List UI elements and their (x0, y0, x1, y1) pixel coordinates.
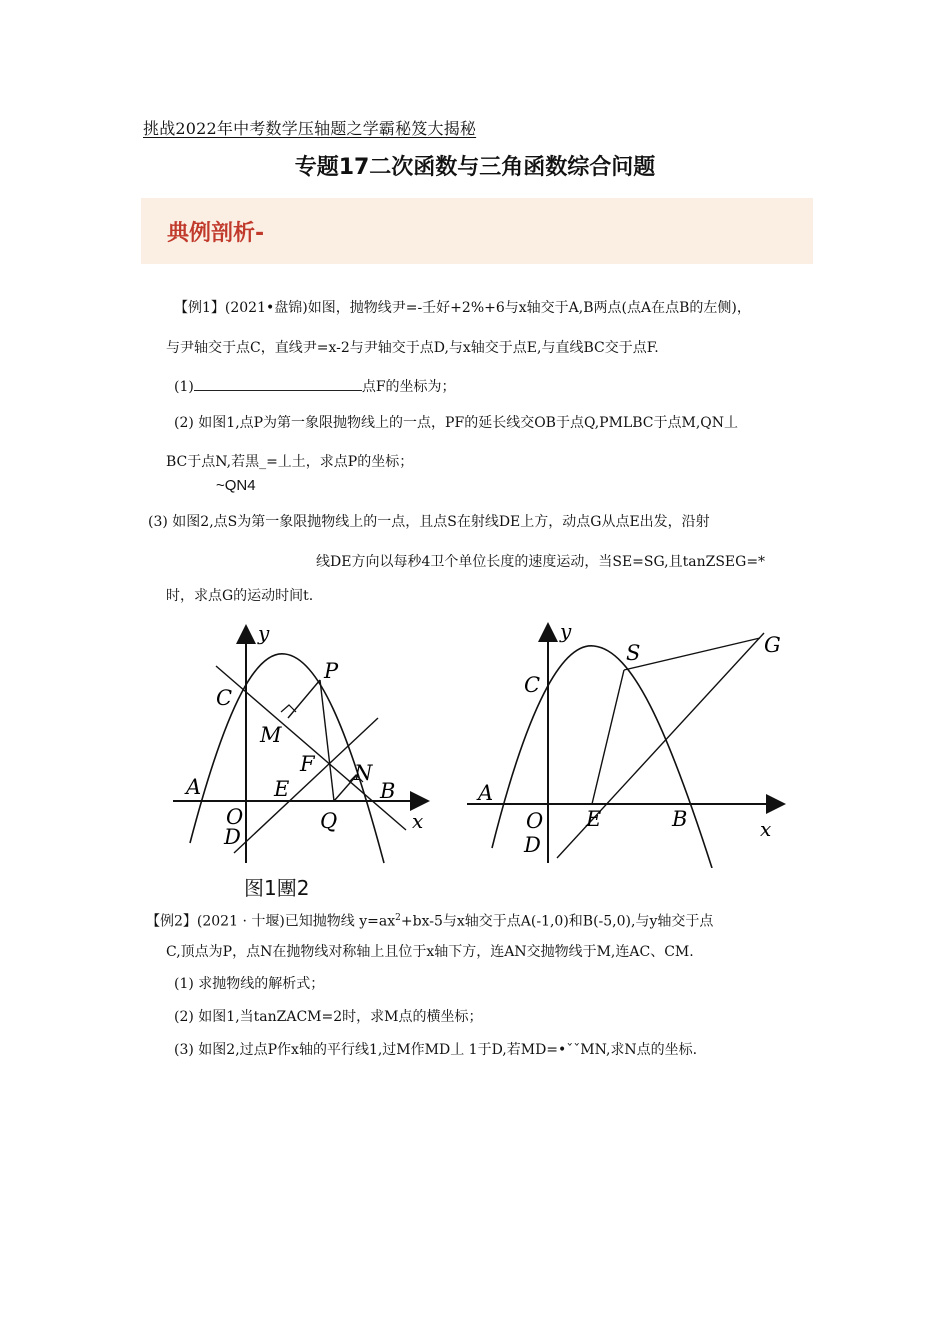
example1-q3-line1: (3) 如图2,点S为第一象限抛物线上的一点，且点S在射线DE上方，动点G从点E出发，沿射 (148, 514, 710, 530)
segment-pm (288, 680, 320, 718)
example1-q3-line2: 线DE方向以每秒4卫个单位长度的速度运动，当SE=SG,且tanZSEG=* (316, 554, 766, 570)
label-q: Q (320, 809, 338, 833)
page-header: 挑战2022年中考数学压轴题之学霸秘笈大揭秘 (143, 119, 477, 138)
page-title: 专题17二次函数与三角函数综合问题 (294, 155, 656, 180)
example2-superscript: 2 (395, 913, 401, 923)
figure-1-diagram (168, 618, 438, 868)
example2-line1-b: +bx-5与x轴交于点A(-1,0)和B(-5,0),与y轴交于点 (400, 913, 714, 930)
figure-2-diagram (462, 618, 792, 868)
figure-caption: 图1團2 (244, 876, 310, 900)
section-label: 典例剖析- (167, 221, 265, 246)
example2-line2: C,顶点为P，点N在抛物线对称轴上且位于x轴下方，连AN交抛物线于M,连AC、CM. (166, 944, 694, 960)
label-f: F (300, 752, 315, 776)
example2-line1-a: 【例2】(2021 · 十堰)已知抛物线 y=ax (146, 913, 396, 930)
label-n: N (354, 761, 373, 785)
label-e: E (586, 807, 602, 831)
section-band (141, 198, 813, 264)
example2-line1 (146, 908, 713, 932)
example2-q3: (3) 如图2,过点P作x轴的平行线1,过M作MD丄 1于D,若MD=•ˇˇMN,求N点的坐标. (174, 1042, 698, 1058)
example1-line2: 与尹轴交于点C，直线尹=x-2与尹轴交于点D,与x轴交于点E,与直线BC交于点F. (166, 340, 659, 356)
label-b: B (672, 807, 688, 831)
example1-q3-line3: 时，求点G的运动时间t. (166, 588, 314, 604)
label-d: D (524, 833, 541, 857)
label-a: A (186, 775, 202, 799)
label-m: M (260, 723, 282, 747)
segment-se (592, 670, 624, 804)
example1-line1: 【例1】(2021•盘锦)如图，抛物线尹=-壬好+2%+6与x轴交于A,B两点(点A在点B的左侧)， (174, 300, 751, 316)
example1-q2-line2: BC于点N,若黒_=丄土，求点P的坐标； (166, 454, 414, 470)
label-a: A (478, 781, 494, 805)
label-e: E (274, 777, 290, 801)
example2-q2: (2) 如图1,当tanZACM=2时，求M点的横坐标； (174, 1009, 483, 1025)
segment-sg (624, 638, 760, 670)
label-y: y (258, 621, 270, 645)
example2-q1: (1) 求抛物线的解析式； (174, 976, 325, 992)
label-d: D (224, 825, 241, 849)
segment-qn (334, 776, 356, 801)
example1-q2-line1: (2) 如图1,点P为第一象限抛物线上的一点，PF的延长线交OB于点Q,PMLBC于点M,QN丄 (174, 415, 739, 431)
label-c: C (216, 686, 233, 710)
label-p: P (324, 659, 339, 683)
label-s: S (626, 641, 641, 665)
q1-prefix: (1) (174, 379, 194, 395)
example1-q1 (174, 376, 456, 397)
example1-q2-fraction: ~QN4 (216, 477, 256, 494)
label-b: B (380, 779, 396, 803)
q1-suffix: 点F的坐标为； (361, 379, 456, 395)
answer-blank (194, 376, 362, 391)
line-de (234, 718, 378, 853)
label-c: C (524, 673, 541, 697)
label-x: x (412, 809, 424, 833)
label-x: x (760, 817, 772, 841)
label-y: y (560, 619, 572, 643)
label-g: G (764, 633, 781, 657)
label-o: O (226, 805, 244, 829)
label-o: O (526, 809, 544, 833)
